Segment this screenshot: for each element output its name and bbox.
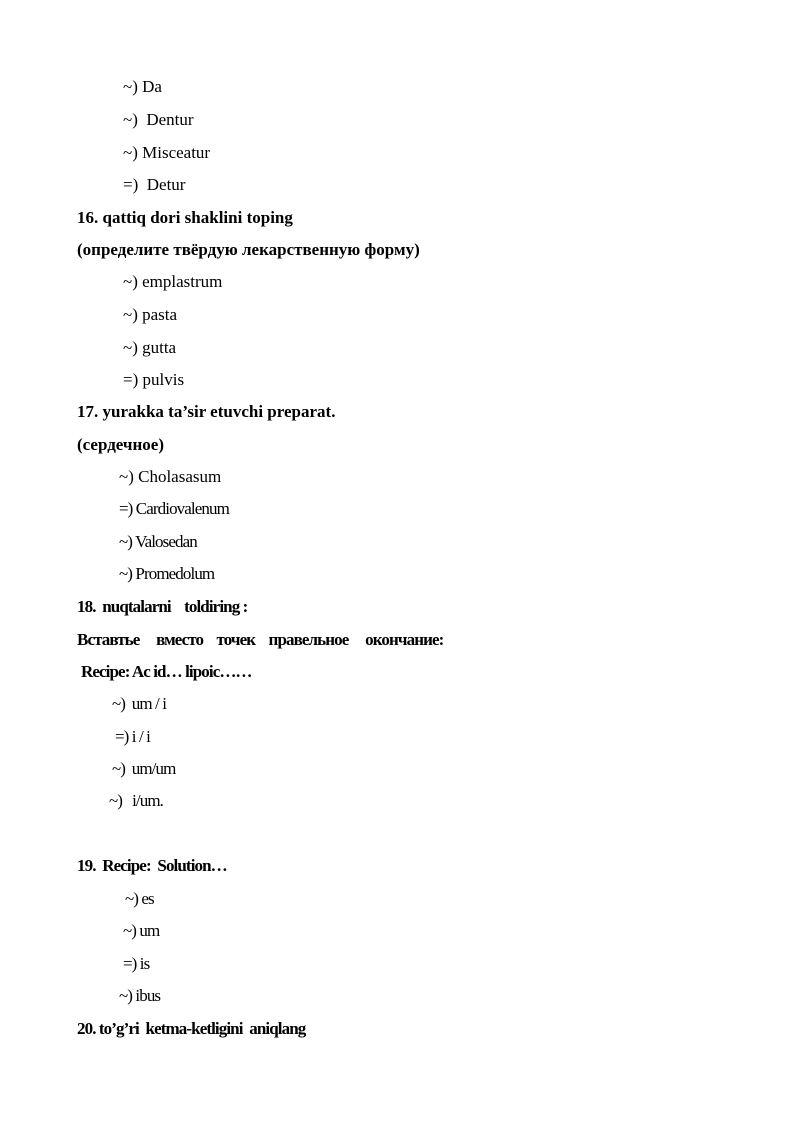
q15-option-1: ~) Da xyxy=(123,77,162,96)
q17-option-1: ~) Cholasasum xyxy=(119,467,222,486)
q15-option-2: ~) Dentur xyxy=(123,110,194,129)
q15-option-3: ~) Misceatur xyxy=(123,143,211,162)
q18-recipe: Recipe: Ac id… lipoic…… xyxy=(81,662,252,681)
q17-option-2: =) Cardiovalenum xyxy=(119,499,229,518)
q20-title: 20. to’g’ri ketma-ketligini aniqlang xyxy=(77,1019,306,1038)
q16-subtitle: (определите твёрдую лекарственную форму) xyxy=(77,240,420,259)
q17-option-4: ~) Promedolum xyxy=(119,564,215,583)
q18-option-3: ~) um/um xyxy=(112,759,176,778)
q17-title: 17. yurakka ta’sir etuvchi preparat. xyxy=(77,402,336,421)
q17-subtitle: (сердечное) xyxy=(77,435,165,454)
q19-title: 19. Recipe: Solution… xyxy=(77,856,227,875)
q18-subtitle: Вставтье вместо точек правельное окончание: xyxy=(77,630,444,649)
q19-option-3: =) is xyxy=(123,954,150,973)
q18-option-1: ~) um / i xyxy=(112,694,167,713)
q17-option-3: ~) Valosedan xyxy=(119,532,197,551)
q16-option-1: ~) emplastrum xyxy=(123,272,223,291)
q18-option-4: ~) i/um. xyxy=(109,791,164,810)
q16-title: 16. qattiq dori shaklini toping xyxy=(77,208,293,227)
q16-option-3: ~) gutta xyxy=(123,338,177,357)
q19-option-4: ~) ibus xyxy=(119,986,161,1005)
q18-title: 18. nuqtalarni toldiring : xyxy=(77,597,248,616)
q16-option-2: ~) pasta xyxy=(123,305,178,324)
q19-option-1: ~) es xyxy=(125,889,154,908)
q16-option-4: =) pulvis xyxy=(123,370,185,389)
q19-option-2: ~) um xyxy=(123,921,160,940)
q18-option-2: =) i / i xyxy=(115,727,150,746)
q15-option-4: =) Detur xyxy=(123,175,186,194)
